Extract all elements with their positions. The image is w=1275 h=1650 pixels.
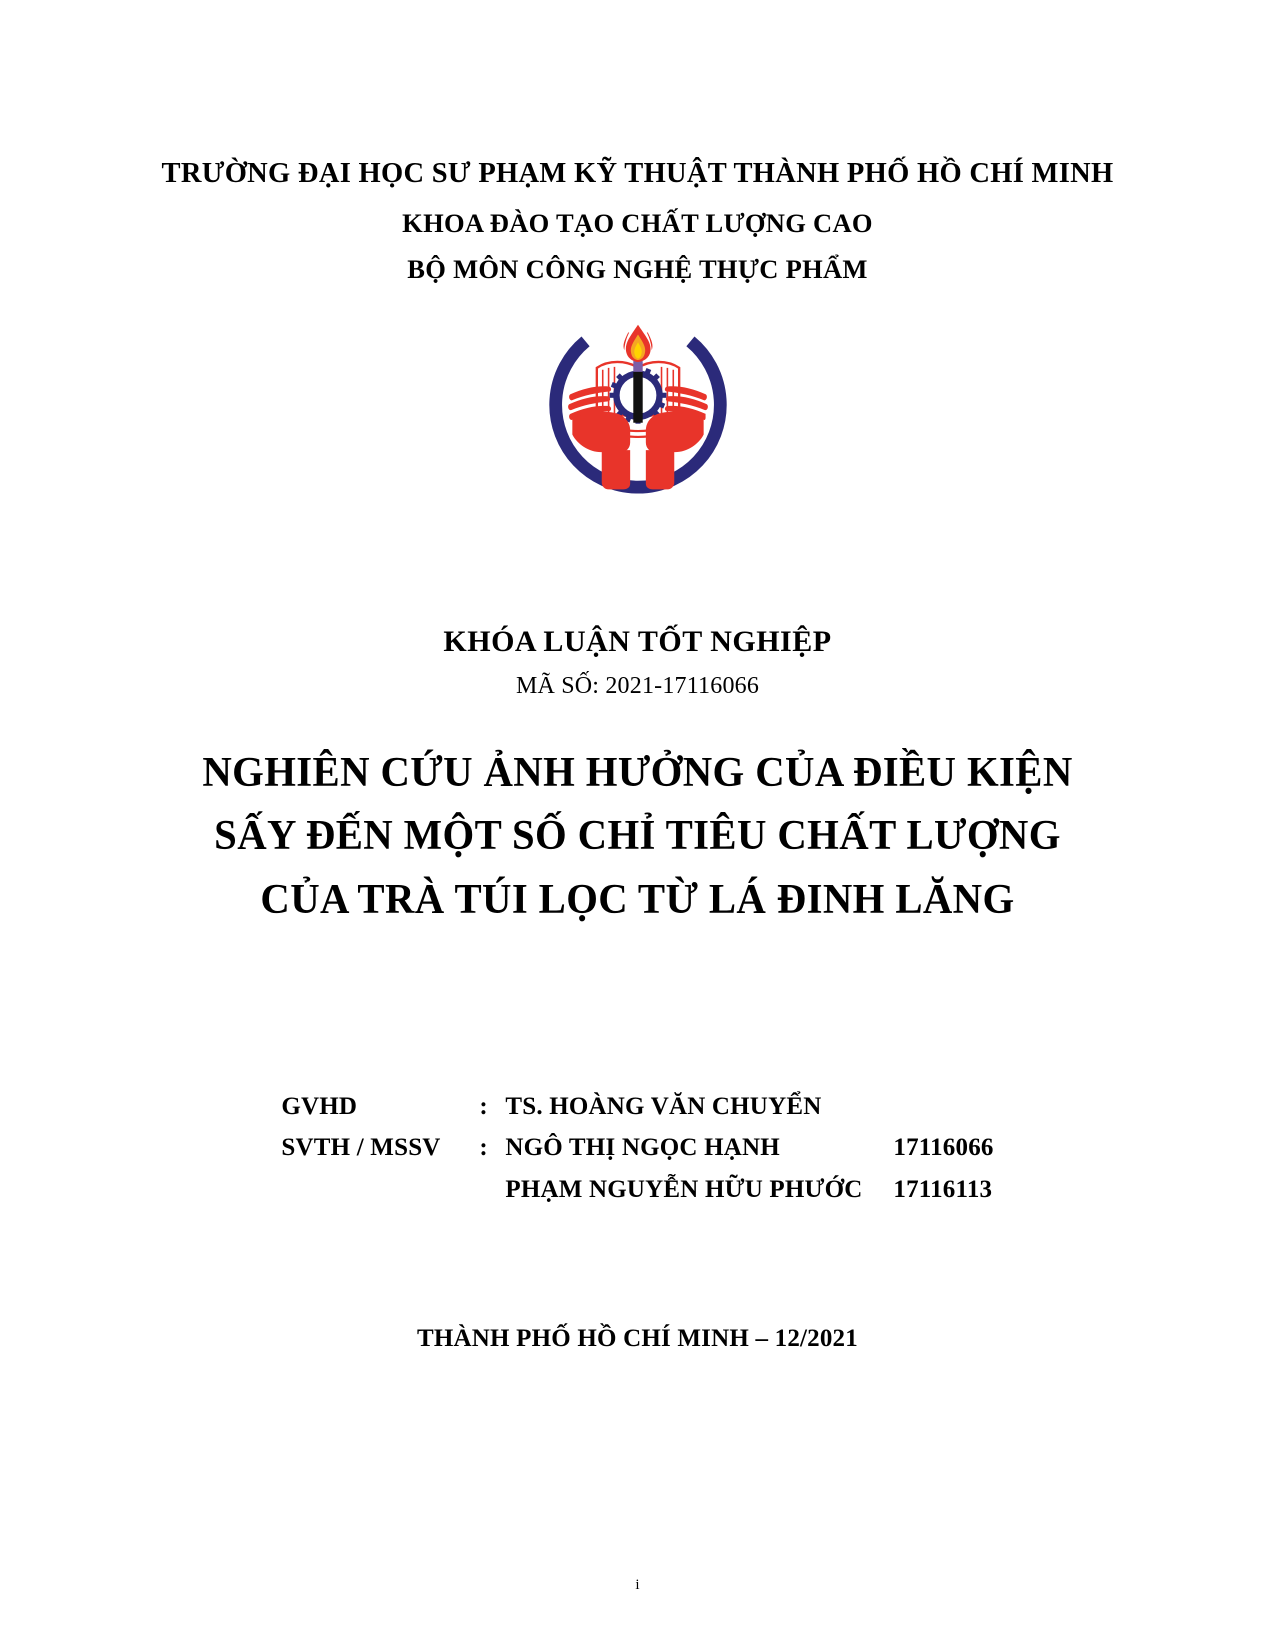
student-name-1: NGÔ THỊ NGỌC HẠNH xyxy=(505,1134,780,1162)
place-and-date: THÀNH PHỐ HỒ CHÍ MINH – 12/2021 xyxy=(417,1325,858,1353)
thesis-title-line-3: CỦA TRÀ TÚI LỌC TỪ LÁ ĐINH LĂNG xyxy=(260,877,1015,924)
thesis-title-line-1: NGHIÊN CỨU ẢNH HƯỞNG CỦA ĐIỀU KIỆN xyxy=(202,749,1073,796)
university-name: TRƯỜNG ĐẠI HỌC SƯ PHẠM KỸ THUẬT THÀNH PHỐ HỒ CHÍ MINH xyxy=(161,158,1114,189)
table-row xyxy=(281,1130,993,1172)
thesis-code: MÃ SỐ: 2021-17116066 xyxy=(515,672,760,699)
student-id-1: 17116066 xyxy=(893,1134,994,1162)
advisor-id xyxy=(893,1089,993,1131)
student-name-2: PHẠM NGUYỄN HỮU PHƯỚC xyxy=(505,1175,863,1203)
student-label: SVTH / MSSV xyxy=(281,1134,441,1162)
student-id-2: 17116113 xyxy=(893,1175,993,1203)
advisor-label: GVHD xyxy=(281,1092,358,1120)
thesis-title xyxy=(0,742,1275,933)
department-name: BỘ MÔN CÔNG NGHỆ THỰC PHẨM xyxy=(407,254,868,284)
advisor-colon: : xyxy=(479,1092,488,1120)
student-colon-empty xyxy=(479,1172,505,1214)
advisor-name: TS. HOÀNG VĂN CHUYỂN xyxy=(505,1092,822,1120)
hcmute-logo xyxy=(540,311,736,507)
advisor-student-block xyxy=(0,1089,1275,1214)
faculty-name: KHOA ĐÀO TẠO CHẤT LƯỢNG CAO xyxy=(402,207,873,238)
thesis-type: KHÓA LUẬN TỐT NGHIỆP xyxy=(443,624,832,658)
thesis-title-line-2: SẤY ĐẾN MỘT SỐ CHỈ TIÊU CHẤT LƯỢNG xyxy=(214,813,1061,860)
table-row xyxy=(281,1089,993,1131)
page-number: i xyxy=(635,1577,640,1593)
institution-header xyxy=(0,160,1275,283)
table-row xyxy=(281,1172,993,1214)
student-label-empty xyxy=(281,1172,479,1214)
student-colon: : xyxy=(479,1134,488,1162)
info-table xyxy=(281,1089,993,1214)
